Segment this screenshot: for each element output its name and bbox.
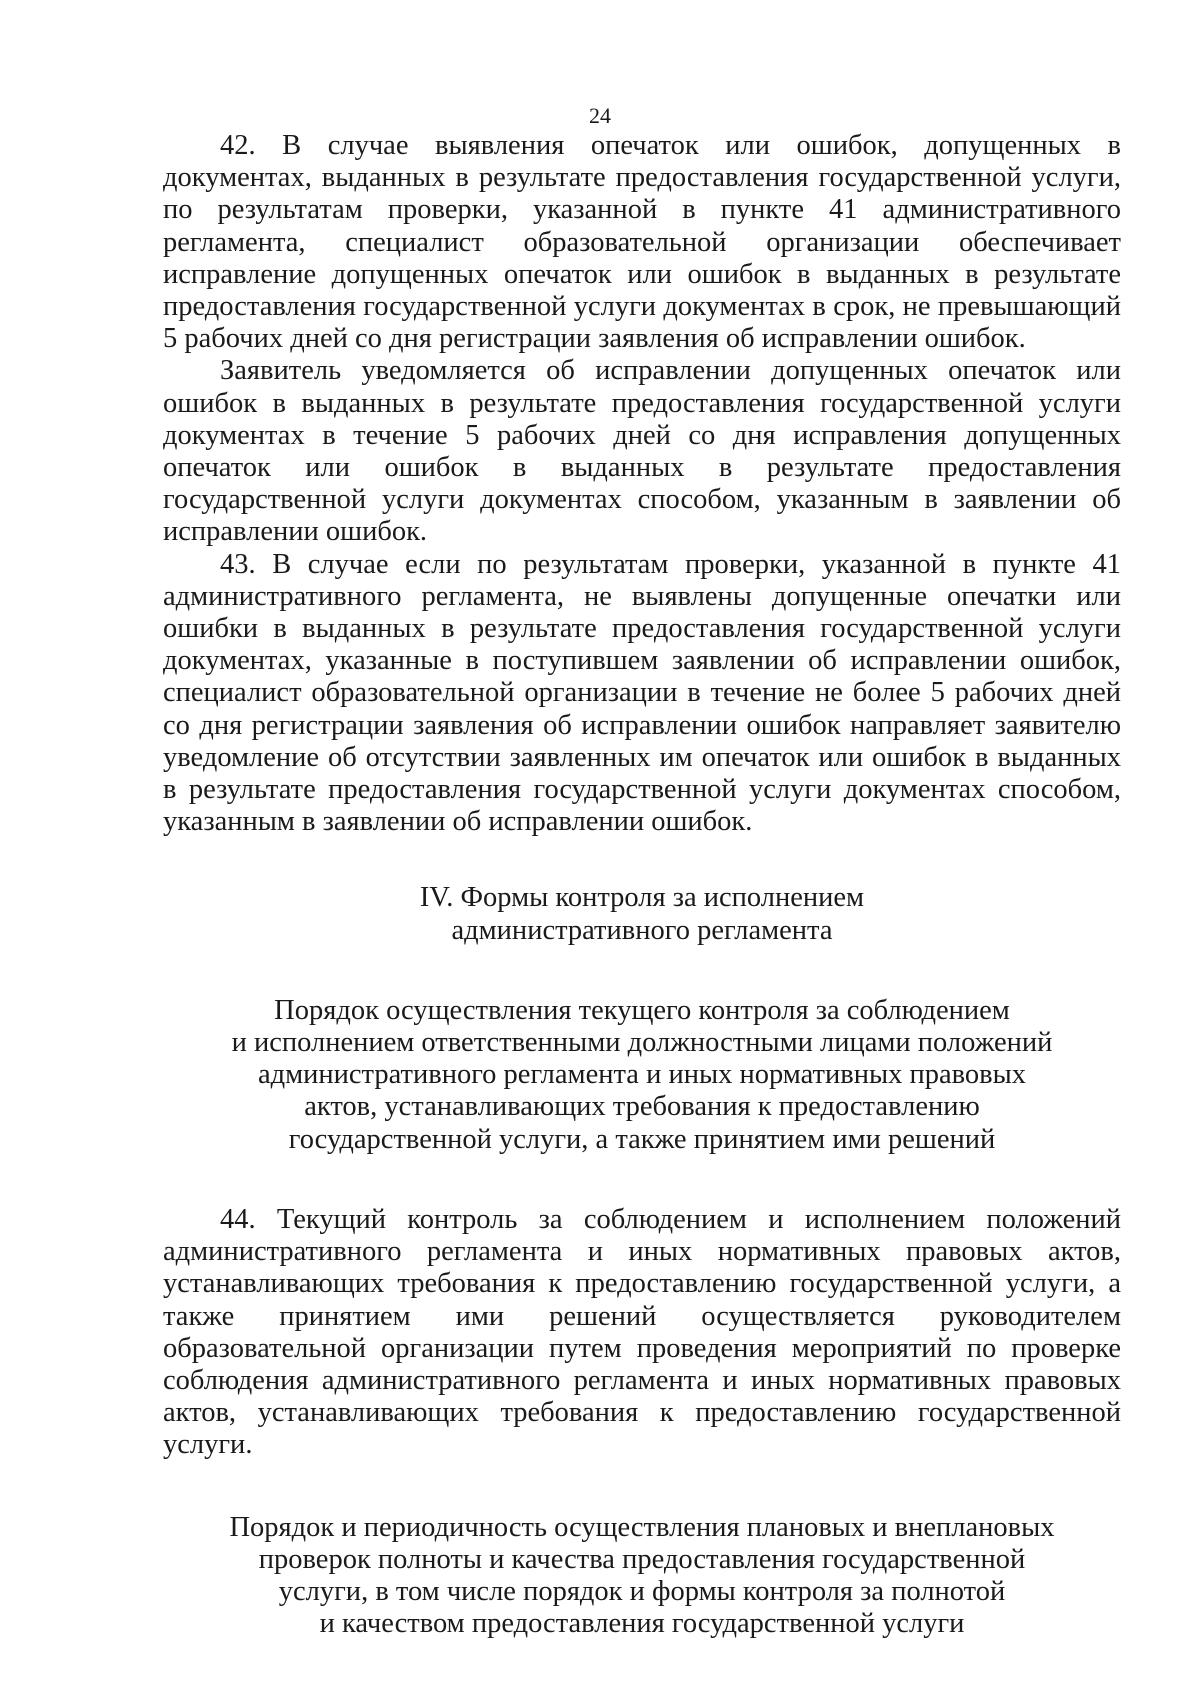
heading-line: IV. Формы контроля за исполнением — [419, 882, 865, 914]
heading-line: услуги, в том числе порядок и формы контроля за полнотой — [278, 1575, 1006, 1607]
heading-line: административного регламента и иных нормативных правовых — [257, 1059, 1027, 1091]
paragraph-42: 42. В случае выявления опечаток или ошибок, допущенных в документах, выданных в результате предоставления государственной услуги, по результатам проверки, указанной в пункте 41 административного регламента, специалист образовательной организации обеспечивает исправление допущенных опечаток или ошибок в выданных в результате предоставления государственной услуги документах в срок, не превышающий 5 рабочих дней со дня регистрации заявления об исправлении ошибок. — [163, 130, 1121, 355]
heading-line: административного регламента — [451, 914, 833, 946]
heading-line: и исполнением ответственными должностными лицами положений — [231, 1027, 1053, 1059]
section-heading-iv — [163, 882, 1121, 946]
heading-line: и качеством предоставления государственной услуги — [319, 1608, 965, 1640]
heading-line: Порядок осуществления текущего контроля за соблюдением — [274, 994, 1010, 1026]
subsection-heading-inspections — [163, 1512, 1121, 1641]
subsection-heading-current-control — [163, 995, 1121, 1156]
paragraph-43: 43. В случае если по результатам проверки, указанной в пункте 41 административного регламента, не выявлены допущенные опечатки или ошибки в выданных в результате предоставления государственной услуги документах, указанные в поступившем заявлении об исправлении ошибок, специалист образовательной организации в течение не более 5 рабочих дней со дня регистрации заявления об исправлении ошибок направляет заявителю уведомление об отсутствии заявленных им опечаток или ошибок в выданных в результате предоставления государственной услуги документах способом, указанным в заявлении об исправлении ошибок. — [163, 548, 1121, 838]
paragraph-44: 44. Текущий контроль за соблюдением и исполнением положений административного регламента и иных нормативных правовых актов, устанавливающих требования к предоставлению государственной услуги, а также принятием ими решений осуществляется руководителем образовательной организации путем проведения мероприятий по проверке соблюдения административного регламента и иных нормативных правовых актов, устанавливающих требования к предоставлению государственной услуги. — [163, 1203, 1121, 1461]
paragraph-42-notification: Заявитель уведомляется об исправлении допущенных опечаток или ошибок в выданных в результате предоставления государственной услуги документах в течение 5 рабочих дней со дня исправления допущенных опечаток или ошибок в выданных в результате предоставления государственной услуги документах способом, указанным в заявлении об исправлении ошибок. — [163, 355, 1121, 548]
heading-line: проверок полноты и качества предоставления государственной — [258, 1543, 1026, 1575]
heading-line: Порядок и периодичность осуществления плановых и внеплановых — [229, 1511, 1055, 1543]
heading-line: актов, устанавливающих требования к предоставлению — [304, 1091, 980, 1123]
heading-line: государственной услуги, а также принятием ими решений — [288, 1123, 996, 1155]
page-number: 24 — [589, 103, 611, 128]
page-content — [163, 130, 1121, 1640]
